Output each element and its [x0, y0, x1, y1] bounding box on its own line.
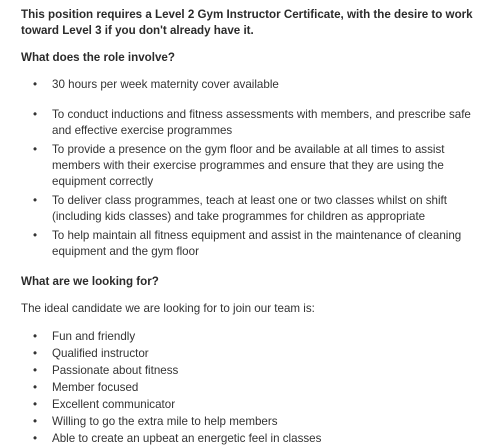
list-item-text: To deliver class programmes, teach at least one or two classes whilst on shift (including kids classes) and take programmes for children as appropriate: [52, 194, 448, 223]
bullet-icon: •: [33, 108, 38, 121]
list-item: [21, 107, 490, 139]
list-item: [21, 228, 490, 260]
list-item-text: Excellent communicator: [52, 398, 176, 411]
list-item: [21, 431, 490, 447]
bullet-icon: •: [33, 381, 38, 394]
bullet-icon: •: [33, 364, 38, 377]
bullet-icon: •: [33, 330, 38, 343]
list-item: [21, 380, 490, 396]
qualities-list: [21, 329, 490, 447]
list-item-text: Member focused: [52, 381, 139, 394]
role-list: [21, 77, 490, 260]
list-item: [21, 142, 490, 190]
list-item-text: To help maintain all fitness equipment and assist in the maintenance of cleaning equipment and the gym floor: [52, 229, 462, 258]
bullet-icon: •: [33, 398, 38, 411]
list-item-text: Willing to go the extra mile to help members: [52, 415, 278, 428]
list-item-text: Able to create an upbeat an energetic feel in classes: [52, 432, 322, 445]
bullet-icon: •: [33, 194, 38, 207]
requirements-intro: This position requires a Level 2 Gym Instructor Certificate, with the desire to work toward Level 3 if you don't already have it.: [21, 8, 473, 37]
list-item-text: Fun and friendly: [52, 330, 136, 343]
list-item: [21, 397, 490, 413]
list-item: [21, 363, 490, 379]
list-item-text: 30 hours per week maternity cover available: [52, 78, 279, 91]
list-item: [21, 414, 490, 430]
bullet-icon: •: [33, 229, 38, 242]
list-item: [21, 77, 490, 93]
list-item: [21, 193, 490, 225]
ideal-candidate-intro: The ideal candidate we are looking for to join our team is:: [21, 302, 315, 315]
list-item-text: To provide a presence on the gym floor and be available at all times to assist members with their exercise programmes and ensure that they are using the equipment correctly: [52, 143, 445, 188]
bullet-icon: •: [33, 347, 38, 360]
list-item-text: To conduct inductions and fitness assessments with members, and prescribe safe and effective exercise programmes: [52, 108, 471, 137]
bullet-icon: •: [33, 78, 38, 91]
role-heading: What does the role involve?: [21, 51, 175, 64]
list-item: [21, 329, 490, 345]
bullet-icon: •: [33, 143, 38, 156]
list-item: [21, 346, 490, 362]
looking-heading: What are we looking for?: [21, 275, 159, 288]
list-item-text: Qualified instructor: [52, 347, 149, 360]
bullet-icon: •: [33, 415, 38, 428]
bullet-icon: •: [33, 432, 38, 445]
list-item-text: Passionate about fitness: [52, 364, 179, 377]
